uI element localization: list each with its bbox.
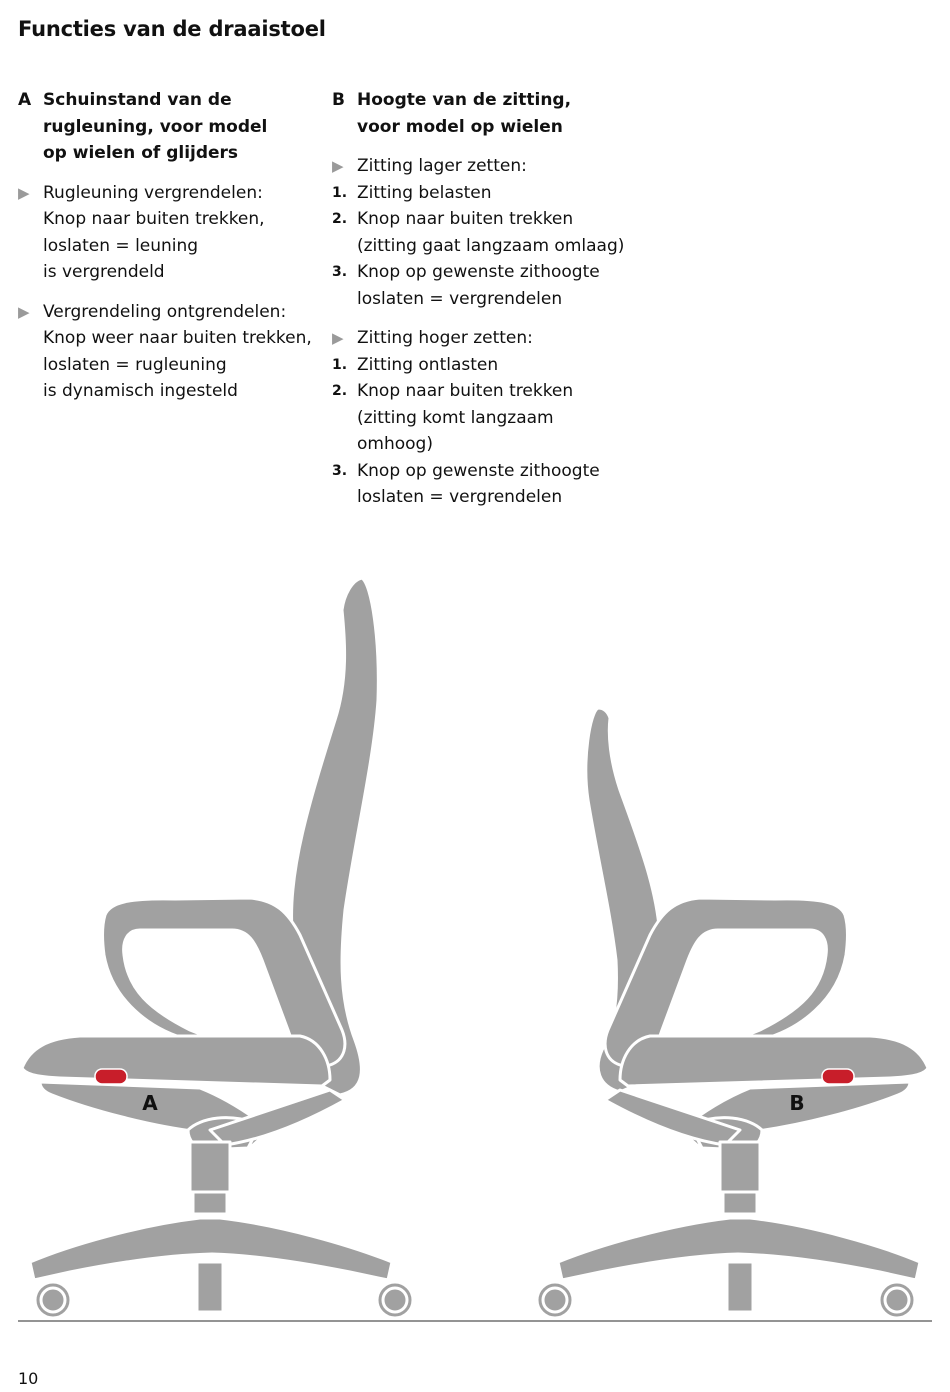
text-line: is dynamisch ingesteld <box>43 381 238 401</box>
step-number: 3. <box>332 264 348 280</box>
text-line: Knop naar buiten trekken <box>357 381 574 401</box>
text-line: Knop naar buiten trekken <box>357 209 574 229</box>
chair-b-base-hub <box>727 1262 753 1312</box>
heading-line: Schuinstand van de <box>43 90 232 110</box>
text-line: Zitting hoger zetten: <box>357 328 533 348</box>
text-line: Knop op gewenste zithoogte <box>357 262 600 282</box>
arrow-icon: ▶ <box>332 329 344 347</box>
group-intro <box>332 325 632 352</box>
step-number: 1. <box>332 184 348 201</box>
chair-b-column <box>720 1142 760 1192</box>
step-number: 3. <box>332 462 348 479</box>
step <box>332 206 632 259</box>
text-line: loslaten = rugleuning <box>43 354 227 375</box>
chair-illustration <box>0 560 950 1340</box>
heading-line: rugleuning, voor model <box>43 116 268 137</box>
text-line: loslaten = vergrendelen <box>357 288 563 309</box>
chair-a-seat <box>22 1036 330 1086</box>
text-line: Rugleuning vergrendelen: <box>43 182 263 203</box>
chair-b-label: B <box>789 1091 805 1115</box>
section-a-heading <box>18 87 318 167</box>
arrow-icon: ▶ <box>18 302 30 321</box>
section-b <box>332 87 632 511</box>
text-line: loslaten = leuning <box>43 235 199 256</box>
arrow-icon: ▶ <box>18 183 30 202</box>
arrow-icon: ▶ <box>332 157 344 175</box>
text-line: Zitting lager zetten: <box>357 156 527 176</box>
lever-a <box>95 1069 127 1084</box>
section-a-letter: A <box>18 90 32 110</box>
chair-b-column-ring <box>723 1192 757 1214</box>
heading-line: voor model op wielen <box>357 116 563 137</box>
text-line: (zitting gaat langzaam omlaag) <box>357 235 625 256</box>
chair-a <box>22 578 413 1318</box>
section-b-letter: B <box>332 90 345 110</box>
chair-a-label: A <box>142 1091 158 1115</box>
text-line: is vergrendeld <box>43 262 165 282</box>
step <box>332 352 632 379</box>
text-line: Knop weer naar buiten trekken, <box>43 328 312 348</box>
text-line: Knop naar buiten trekken, <box>43 209 265 229</box>
text-line: Zitting ontlasten <box>357 354 499 375</box>
step <box>332 259 632 312</box>
text-line: Knop op gewenste zithoogte <box>357 460 600 481</box>
group-intro <box>332 153 632 180</box>
heading-line: op wielen of glijders <box>43 143 239 163</box>
list-item <box>18 299 318 405</box>
page-number: 10 <box>18 1369 39 1388</box>
text-line: Zitting belasten <box>357 182 492 203</box>
chair-b-seat <box>620 1036 928 1086</box>
text-line: loslaten = vergrendelen <box>357 487 563 507</box>
step-number: 2. <box>332 211 348 227</box>
step-number: 1. <box>332 356 348 373</box>
chair-a-column <box>190 1142 230 1192</box>
chair-b <box>537 708 928 1318</box>
chair-a-base-hub <box>197 1262 223 1312</box>
section-a <box>18 87 318 405</box>
page-title: Functies van de draaistoel <box>18 17 326 41</box>
step-number: 2. <box>332 383 348 399</box>
text-line: Vergrendeling ontgrendelen: <box>43 301 287 322</box>
heading-line: Hoogte van de zitting, <box>357 90 572 110</box>
step <box>332 458 632 511</box>
section-b-heading <box>332 87 632 140</box>
step <box>332 180 632 207</box>
chair-a-column-ring <box>193 1192 227 1214</box>
step <box>332 378 632 458</box>
text-line: (zitting komt langzaam omhoog) <box>357 407 554 454</box>
list-item <box>18 180 318 286</box>
lever-b <box>822 1069 854 1084</box>
